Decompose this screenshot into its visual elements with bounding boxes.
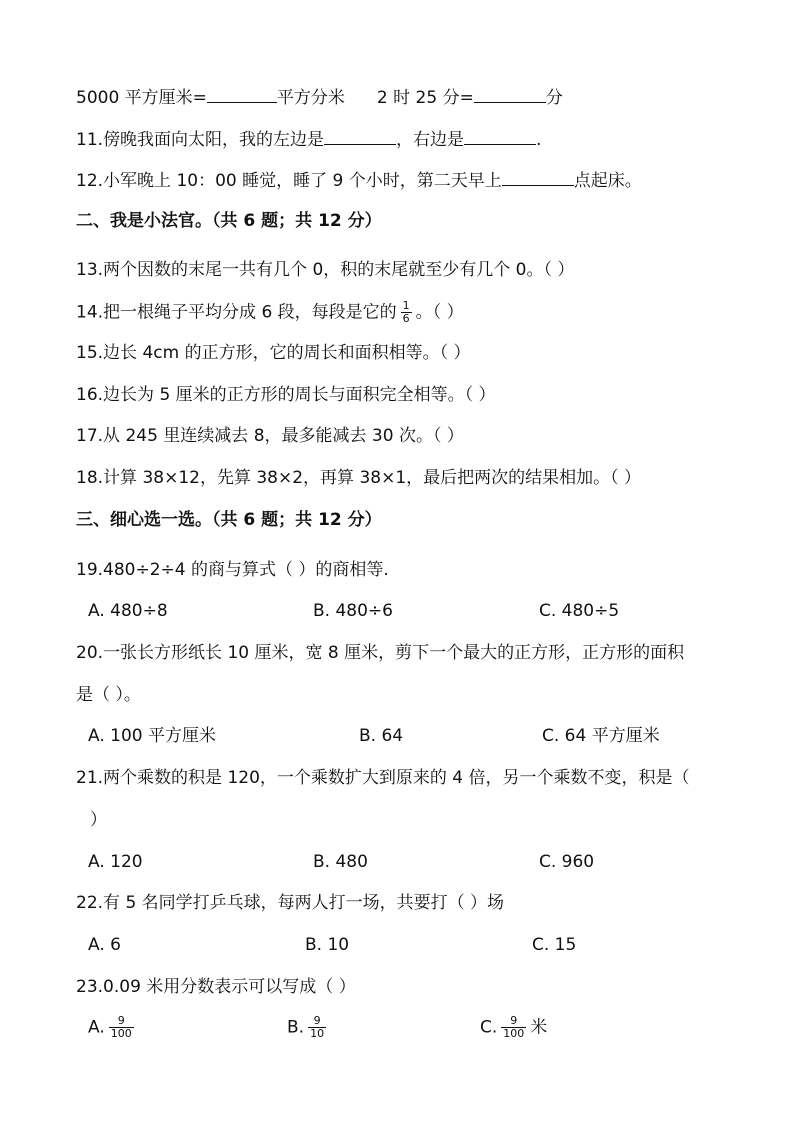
question-19: 19.480÷2÷4 的商与算式（ ）的商相等. — [76, 560, 389, 580]
option-label: A. — [88, 1017, 105, 1038]
fraction: $\frac{9}{100}$ — [503, 1014, 525, 1040]
section-3-heading: 三、细心选一选。（共 6 题；共 12 分） — [76, 510, 382, 530]
option-b[interactable]: B. 10 — [305, 935, 350, 955]
text: ，右边是 — [396, 130, 465, 150]
question-23: 23.0.09 米用分数表示可以写成（ ） — [76, 977, 356, 997]
option-a[interactable]: A. 100 平方厘米 — [88, 726, 216, 746]
option-a[interactable]: A. 480÷8 — [88, 601, 168, 621]
question-22: 22.有 5 名同学打乒乓球，每两人打一场，共要打（ ）场 — [76, 893, 505, 913]
question-13: 13.两个因数的末尾一共有几个 0，积的末尾就至少有几个 0。（ ） — [76, 260, 575, 280]
fraction: $\frac{1}{6}$ — [402, 299, 410, 325]
answer-blank[interactable] — [464, 128, 536, 145]
text: 点起床。 — [573, 171, 642, 191]
option-b[interactable] — [287, 1015, 330, 1040]
question-20: 20.一张长方形纸长 10 厘米，宽 8 厘米，剪下一个最大的正方形，正方形的面积 — [76, 643, 685, 663]
question-20-cont: 是（ ）。 — [76, 685, 141, 705]
question-18: 18.计算 38×12，先算 38×2，再算 38×1，最后把两次的结果相加。（ ） — [76, 468, 642, 488]
question-16: 16.边长为 5 厘米的正方形的周长与面积完全相等。（ ） — [76, 385, 496, 405]
option-a[interactable]: A. 6 — [88, 935, 121, 955]
option-c[interactable]: C. 960 — [539, 852, 595, 872]
option-a[interactable]: A. 120 — [88, 852, 143, 872]
option-c[interactable]: C. 480÷5 — [539, 601, 620, 621]
option-c[interactable]: C. 64 平方厘米 — [542, 726, 660, 746]
option-b[interactable]: B. 64 — [359, 726, 404, 746]
option-label: C. — [480, 1017, 498, 1038]
fill-line-area-time — [76, 86, 563, 109]
text: . — [536, 130, 542, 150]
text: 14.把一根绳子平均分成 6 段，每段是它的 — [76, 302, 397, 323]
answer-blank[interactable] — [324, 128, 396, 145]
question-21: 21.两个乘数的积是 120，一个乘数扩大到原来的 4 倍，另一个乘数不变，积是（ — [76, 768, 690, 788]
unit-text: 米 — [530, 1017, 548, 1038]
question-17: 17.从 245 里连续减去 8，最多能减去 30 次。（ ） — [76, 426, 464, 446]
option-label: B. — [287, 1017, 305, 1038]
question-14 — [76, 300, 464, 325]
text: 11.傍晚我面向太阳，我的左边是 — [76, 130, 325, 150]
fraction: $\frac{9}{100}$ — [110, 1014, 132, 1040]
question-12 — [76, 169, 642, 192]
question-21-cont: ） — [90, 810, 107, 830]
section-2-heading: 二、我是小法官。（共 6 题；共 12 分） — [76, 211, 382, 231]
option-b[interactable]: B. 480÷6 — [313, 601, 393, 621]
text: 。（ ） — [415, 302, 464, 323]
text: 分 — [545, 88, 563, 108]
answer-blank[interactable] — [207, 86, 277, 103]
question-15: 15.边长 4cm 的正方形，它的周长和面积相等。（ ） — [76, 343, 471, 363]
option-c[interactable] — [480, 1015, 547, 1040]
answer-blank[interactable] — [502, 169, 574, 186]
answer-blank[interactable] — [474, 86, 546, 103]
option-c[interactable]: C. 15 — [532, 935, 577, 955]
text: 5000 平方厘米= — [76, 88, 207, 108]
text: 平方分米 — [276, 88, 345, 108]
question-11 — [76, 128, 541, 151]
option-a[interactable] — [88, 1015, 138, 1040]
option-b[interactable]: B. 480 — [313, 852, 368, 872]
text: 12.小军晚上 10：00 睡觉，睡了 9 个小时，第二天早上 — [76, 171, 502, 191]
text: 2 时 25 分= — [376, 88, 474, 108]
fraction: $\frac{9}{10}$ — [310, 1014, 325, 1040]
